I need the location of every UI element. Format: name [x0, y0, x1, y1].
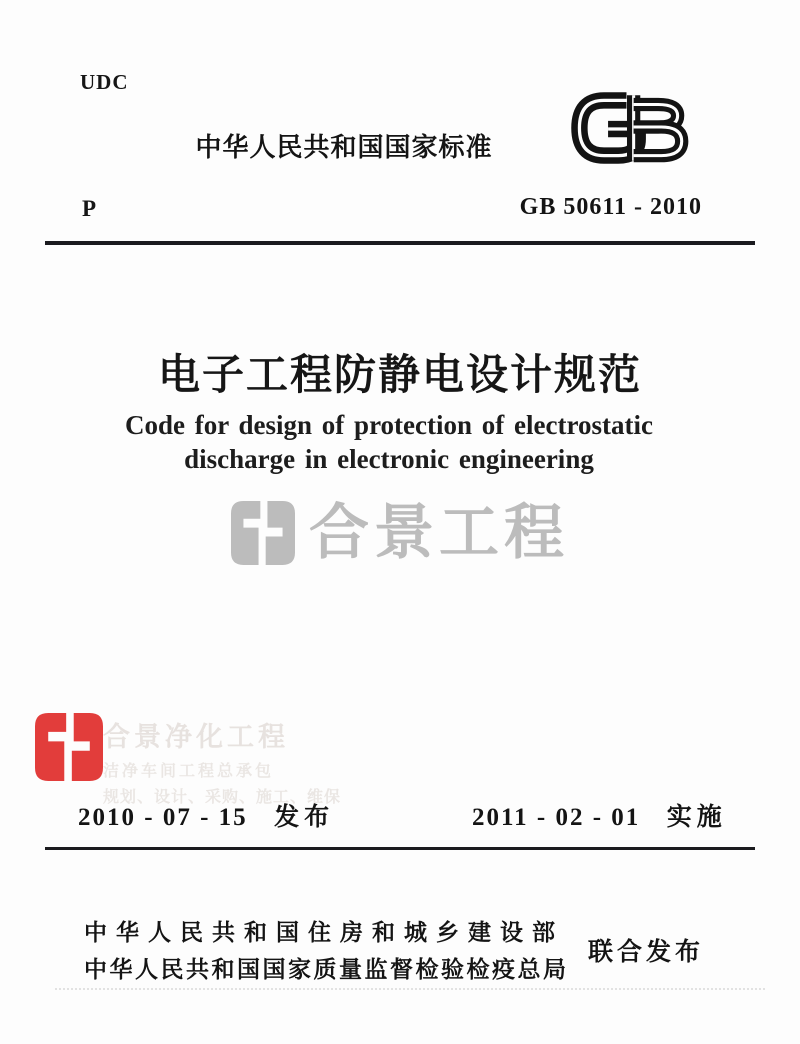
faint-bottom-line — [55, 988, 765, 990]
left-watermark-line1: 合景净化工程 — [103, 722, 289, 752]
standard-number: GB 50611 - 2010 — [519, 194, 702, 220]
title-english-line2: discharge in electronic engineering — [184, 444, 594, 474]
issue-date: 2010 - 07 - 15 — [78, 804, 248, 831]
joint-release-label: 联合发布 — [588, 938, 705, 966]
issue-date-group — [78, 797, 334, 833]
hejing-logo-red-icon — [35, 713, 103, 781]
release-dates-row — [0, 797, 800, 831]
implement-label: 实施 — [666, 803, 727, 831]
bottom-divider-line — [45, 847, 755, 850]
udc-label: UDC — [80, 70, 129, 94]
publisher-line2: 中华人民共和国国家质量监督检验检疫总局 — [84, 956, 569, 982]
standard-heading: 中华人民共和国国家标准 — [195, 132, 493, 162]
implement-date-group — [472, 797, 727, 833]
center-watermark-text: 合景工程 — [309, 499, 569, 566]
left-watermark-line3: 规划、设计、采购、施工、维保 — [103, 789, 342, 806]
center-watermark — [0, 498, 800, 568]
gb-standard-logo-icon — [560, 78, 695, 178]
publisher-line1: 中华人民共和国住房和城乡建设部 — [84, 919, 564, 945]
title-chinese: 电子工程防静电设计规范 — [157, 351, 642, 398]
issue-label: 发布 — [274, 803, 335, 831]
left-watermark-line2: 洁净车间工程总承包 — [103, 763, 275, 780]
hejing-logo-icon — [231, 498, 295, 568]
classification-code: P — [82, 196, 97, 221]
left-watermark-text — [103, 711, 503, 807]
top-divider-line — [45, 241, 755, 245]
implement-date: 2011 - 02 - 01 — [472, 804, 641, 831]
title-english-line1: Code for design of protection of electrostatic — [125, 410, 653, 440]
